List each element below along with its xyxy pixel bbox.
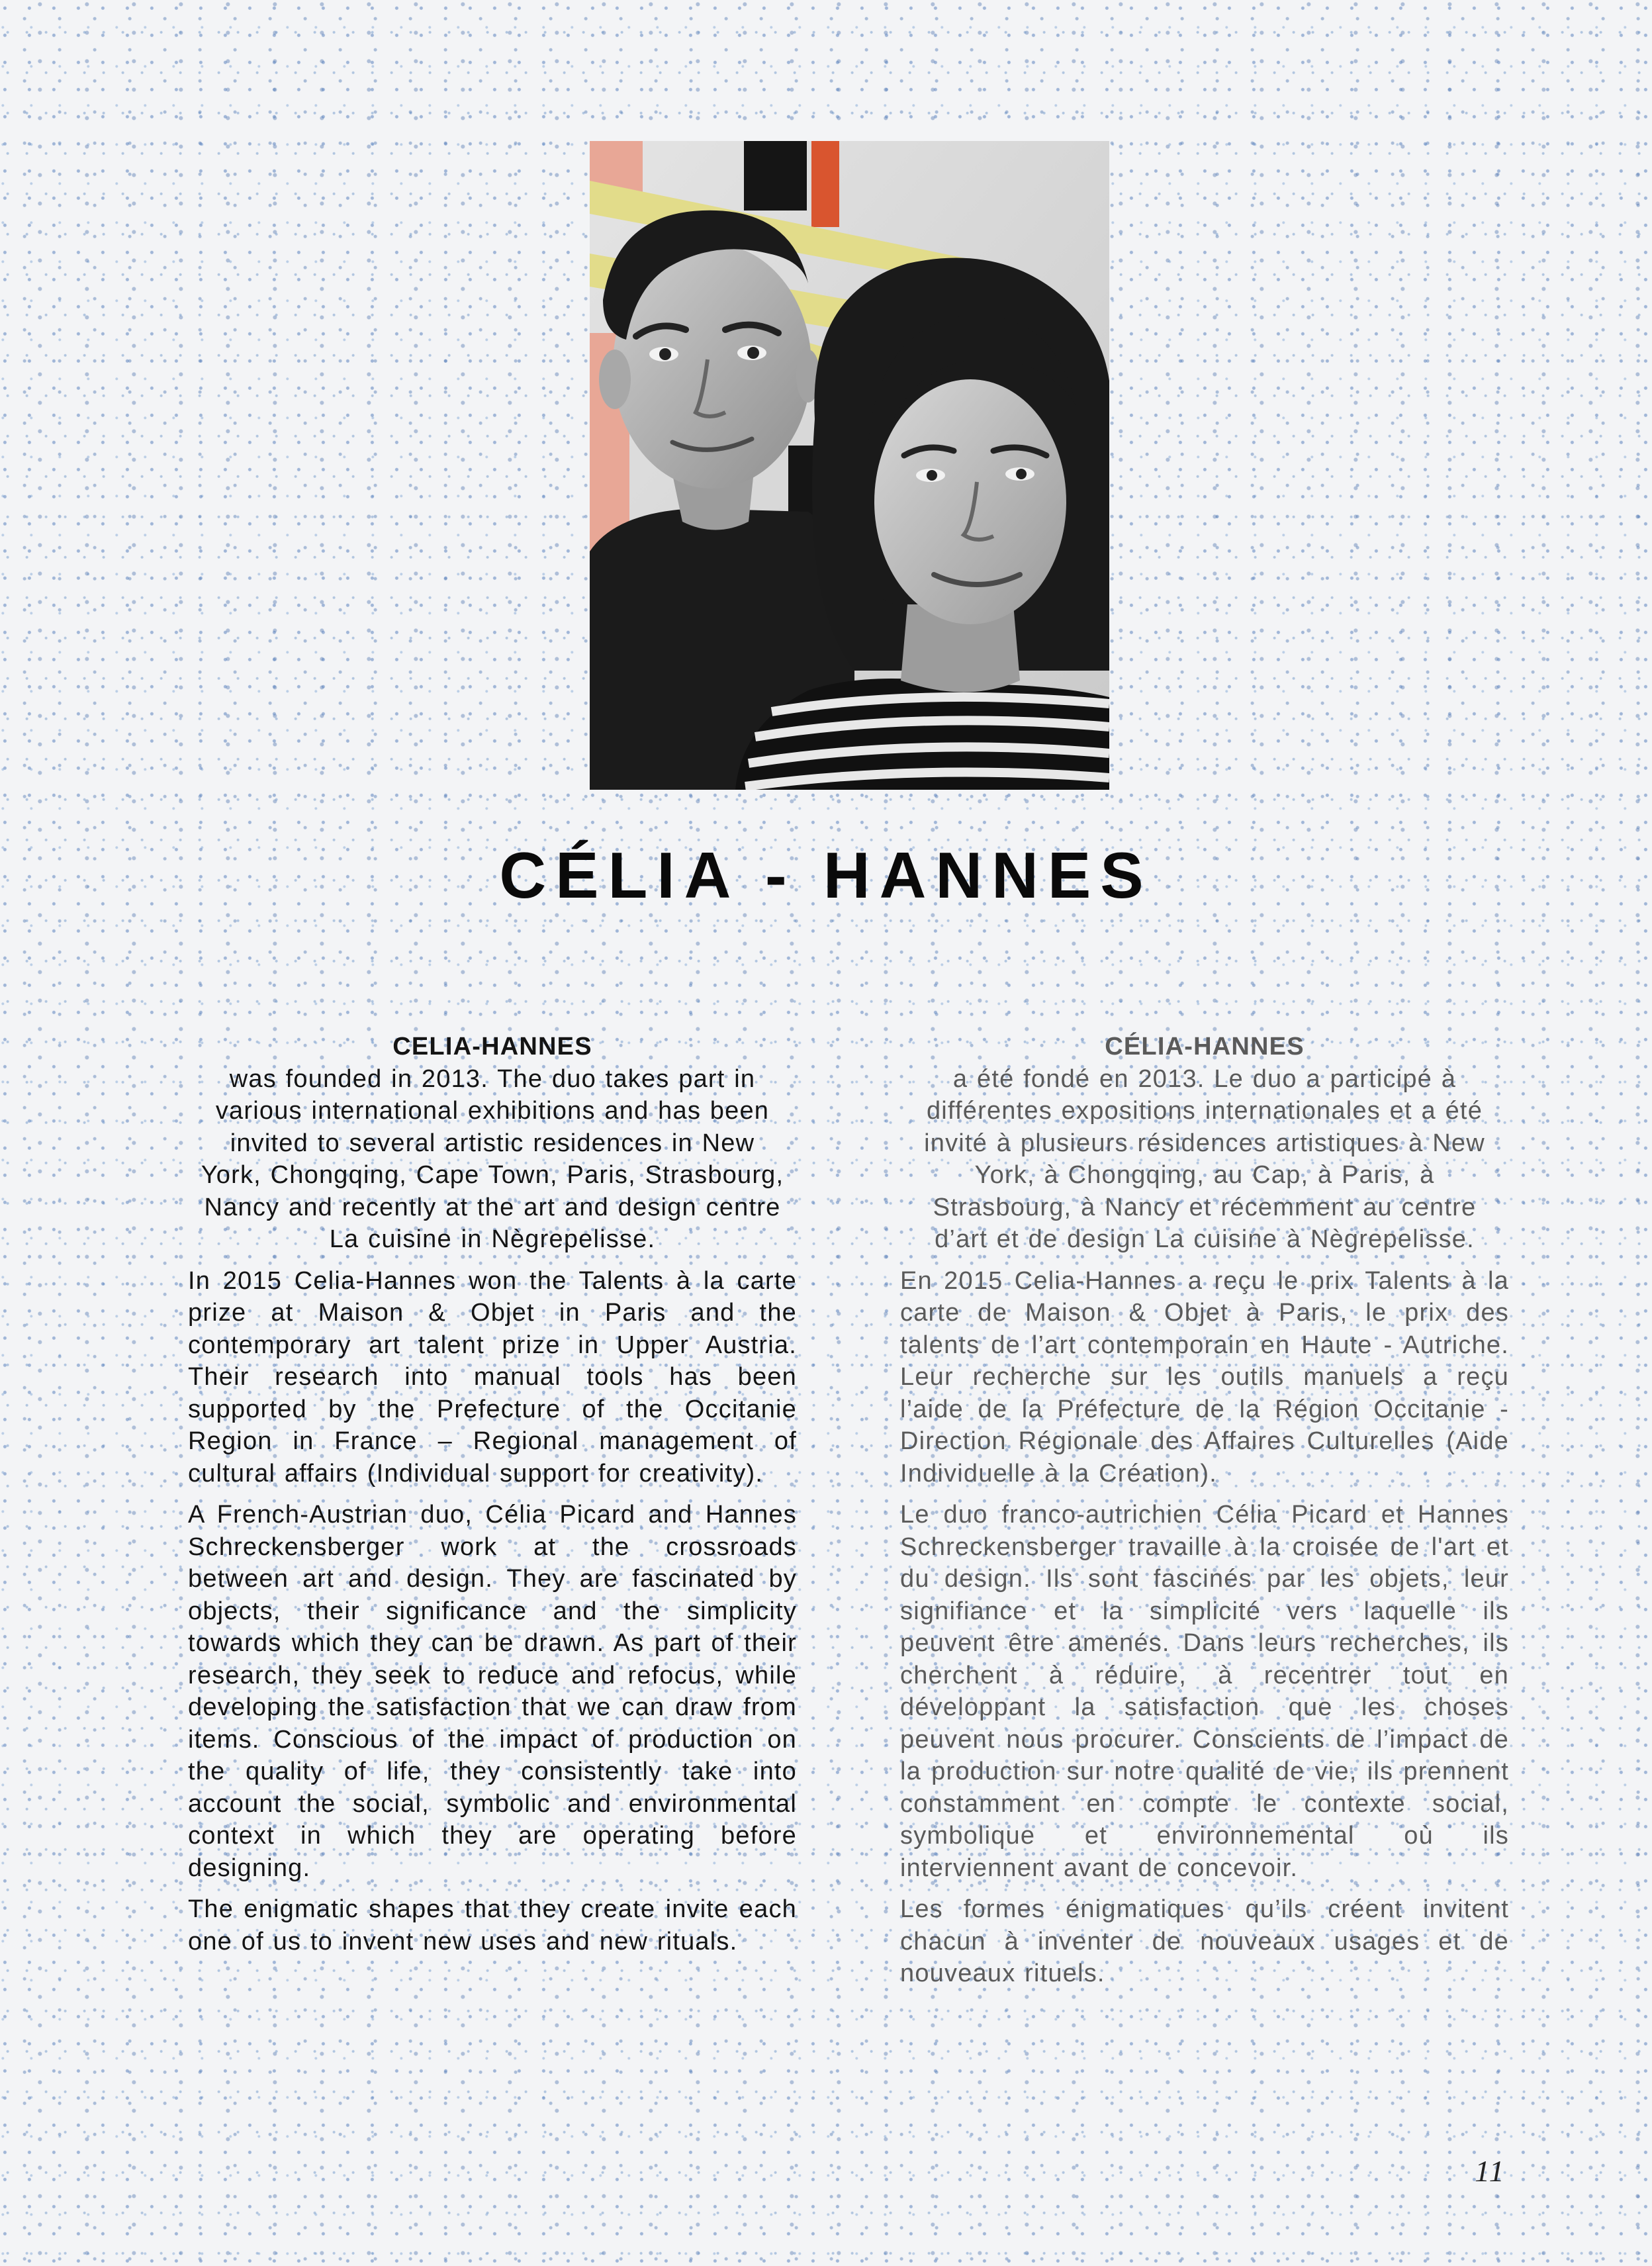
duo-portrait-illustration <box>590 141 1109 790</box>
english-intro <box>188 1031 797 1256</box>
english-paragraph-shapes: The enigmatic shapes that they create invite each one of us to invent new uses and new rituals. <box>188 1895 797 1956</box>
page-number: 11 <box>1475 2154 1506 2188</box>
english-intro-title: CELIA-HANNES <box>392 1033 592 1061</box>
french-paragraph-awards: En 2015 Celia-Hannes a reçu le prix Talents à la carte de Maison & Objet à Paris, le prix des talents de l’art contemporain en Haute - Autriche. Leur recherche sur les outils manuels a reçu l’aide de la Préfecture de la Région Occitanie - Direction Régionale des Affaires Culturelles (Aide Individuelle à la Création). <box>900 1266 1509 1487</box>
page-title: CÉLIA - HANNES <box>499 839 1153 912</box>
french-paragraph-duo: Le duo franco-autrichien Célia Picard et Hannes Schreckensberger travaille à la croisée de l'art et du design. Ils sont fascinés par les objets, leur signifiance et la simplicité vers laquelle ils peuvent être amenés. Dans leurs recherches, ils cherchent à réduire, à recentrer tout en développant la satisfaction que les choses peuvent nous procurer. Conscients de l’impact de la production sur notre qualité de vie, ils prennent constamment en compte le contexte social, symbolique et environnemental où ils interviennent avant de concevoir. <box>900 1501 1509 1882</box>
duo-portrait-photo <box>590 141 1109 790</box>
french-intro <box>900 1031 1509 1256</box>
french-intro-title: CÉLIA-HANNES <box>1105 1033 1305 1061</box>
french-intro-body: a été fondé en 2013. Le duo a participé à différentes expositions internationales et a été invité à plusieurs résidences artistiques à New York, à Chongqing, au Cap, à Paris, à Strasbourg, à Nancy et récemment au centre d’art et de design La cuisine à Nègrepelisse. <box>924 1064 1485 1253</box>
french-column <box>900 1031 1509 1999</box>
english-paragraph-duo: A French-Austrian duo, Célia Picard and Hannes Schreckensberger work at the crossroads between art and design. They are fascinated by objects, their significance and the simplicity towards which they can be drawn. As part of their research, they seek to reduce and refocus, while developing the satisfaction that we can draw from items. Conscious of the impact of production on the quality of life, they consistently take into account the social, symbolic and environmental context in which they are operating before designing. <box>188 1501 797 1882</box>
english-paragraph-awards: In 2015 Celia-Hannes won the Talents à la carte prize at Maison & Objet in Paris and the contemporary art talent prize in Upper Austria. Their research into manual tools has been supported by the Prefecture of the Occitanie Region in France – Regional management of cultural affairs (Individual support for creativity). <box>188 1266 797 1487</box>
english-intro-body: was founded in 2013. The duo takes part in various international exhibitions and has been invited to several artistic residences in New York, Chongqing, Cape Town, Paris, Strasbourg, Nancy and recently at the art and design centre La cuisine in Nègrepelisse. <box>201 1064 784 1253</box>
french-paragraph-shapes: Les formes énigmatiques qu’ils créent invitent chacun à inventer de nouveaux usages et de nouveaux rituels. <box>900 1895 1509 1987</box>
english-column <box>188 1031 797 1967</box>
